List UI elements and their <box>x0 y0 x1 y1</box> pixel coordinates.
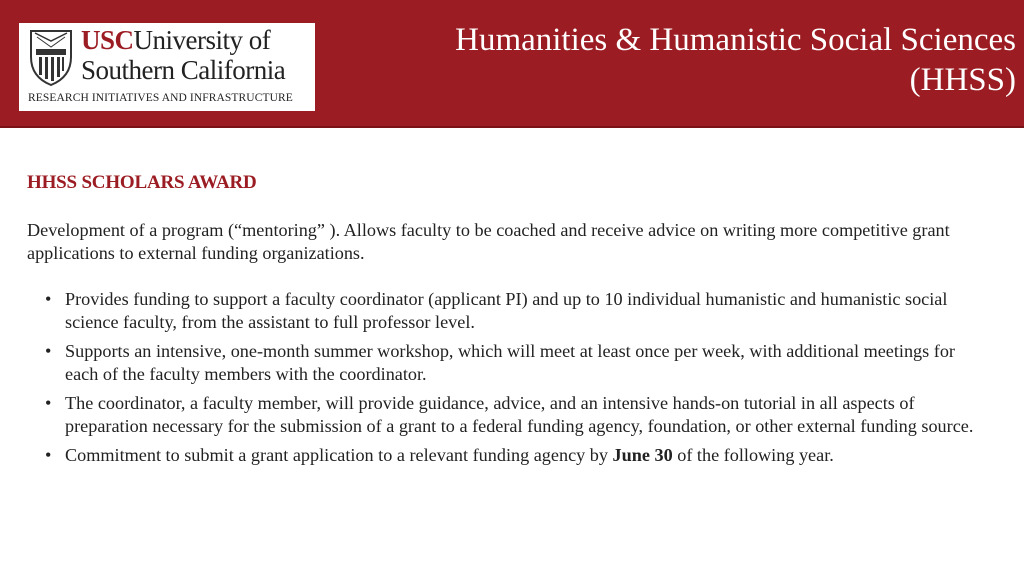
logo-subtitle: RESEARCH INITIATIVES AND INFRASTRUCTURE <box>28 92 293 104</box>
list-item <box>27 340 977 386</box>
logo-university-of-text: University of <box>133 25 271 55</box>
header-banner <box>0 0 1024 128</box>
bullet-list <box>27 288 977 473</box>
list-item-text-before: Commitment to submit a grant application to a relevant funding agency by <box>65 445 608 465</box>
list-item <box>27 288 977 334</box>
bullet-icon: • <box>45 393 52 413</box>
list-item-text: The coordinator, a faculty member, will provide guidance, advice, and an intensive hands-on tutorial in all aspects of preparation necessary for the submission of a grant to a federal funding agency, foundation, or other external funding source. <box>65 393 974 436</box>
logo-usc-text: USC <box>81 25 134 55</box>
usc-logo <box>19 23 315 111</box>
usc-seal-icon <box>27 27 75 87</box>
bullet-icon: • <box>45 445 52 465</box>
bullet-icon: • <box>45 289 52 309</box>
deadline-date: June 30 <box>612 445 673 465</box>
logo-southern-california-text: Southern California <box>81 55 286 85</box>
bullet-icon: • <box>45 341 52 361</box>
slide-title-line2: (HHSS) <box>909 62 1016 98</box>
list-item <box>27 392 977 438</box>
logo-university-line <box>81 25 270 55</box>
section-title: HHSS SCHOLARS AWARD <box>27 172 257 193</box>
list-item-text: Provides funding to support a faculty coordinator (applicant PI) and up to 10 individual humanistic and humanistic social science faculty, from the assistant to full professor level. <box>65 289 948 332</box>
intro-paragraph: Development of a program (“mentoring” ). Allows faculty to be coached and receive advice on writing more competitive grant applications to external funding organizations. <box>27 220 950 263</box>
list-item-text: Supports an intensive, one-month summer workshop, which will meet at least once per week, with additional meetings for each of the faculty members with the coordinator. <box>65 341 955 384</box>
list-item <box>27 444 977 467</box>
list-item-text-after: of the following year. <box>677 445 834 465</box>
slide-title <box>396 20 1016 100</box>
slide-title-line1: Humanities & Humanistic Social Sciences <box>455 22 1016 58</box>
